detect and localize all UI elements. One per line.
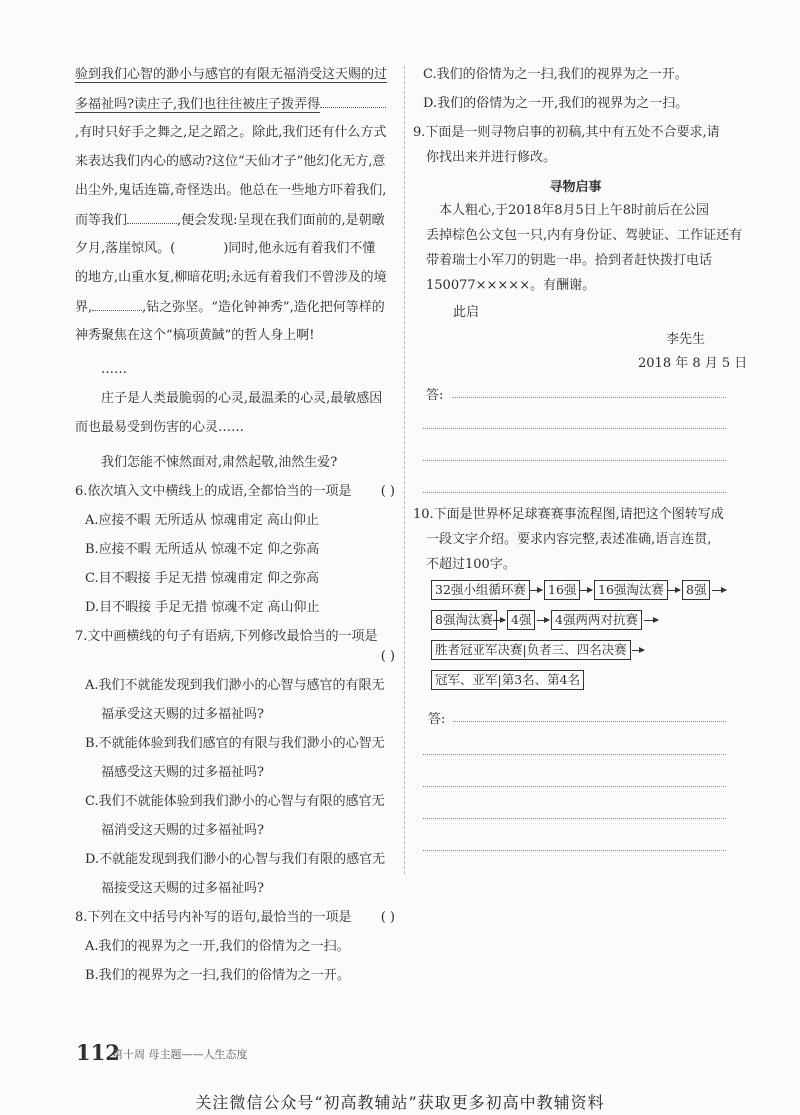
text-line: 庄子是人类最脆弱的心灵,最温柔的心灵,最敏感因 — [101, 391, 383, 406]
flow-box-top16: 16强 — [544, 580, 580, 600]
question-10-stem: 10.下面是世界杯足球赛赛事流程图,请把这个图转写成 — [413, 507, 724, 522]
text-segment: ,钻之弥坚。“造化钟神秀”,造化把何等样的 — [142, 300, 385, 315]
answer-label: 答: — [428, 712, 446, 727]
question-text: 8.下列在文中括号内补写的语句,最恰当的一项是 — [75, 910, 352, 925]
underlined-sentence: 验到我们心智的渺小与感官的有限无福消受这天赐的过 — [75, 67, 388, 82]
text-line: 我们怎能不悚然面对,肃然起敬,油然生爱? — [101, 455, 338, 470]
text-line — [75, 211, 385, 230]
option-b: B.我们的视界为之一扫,我们的俗情为之一开。 — [85, 968, 350, 983]
answer-paren: ( ) — [380, 484, 395, 499]
option-c: C.我们不就能体验到我们渺小的心智与有限的感官无 — [85, 794, 385, 809]
text-line: 而也最易受到伤害的心灵…… — [75, 420, 245, 435]
text-segment: 界, — [75, 300, 93, 315]
option-a: A.我们的视界为之一开,我们的俗情为之一扫。 — [85, 939, 350, 954]
option-d-cont: 福接受这天赐的过多福祉吗? — [101, 881, 264, 896]
column-divider — [404, 66, 405, 874]
question-9-stem-cont: 你找出来并进行修改。 — [426, 150, 557, 165]
option-a: A.我们不就能发现到我们渺小的心智与感官的有限无 — [85, 678, 385, 693]
flow-box-group-stage: 32强小组循环赛 — [431, 580, 530, 600]
answer-line[interactable] — [453, 397, 726, 398]
flow-box-top8: 8强 — [682, 580, 710, 600]
question-6-stem — [75, 483, 395, 501]
promo-banner: 关注微信公众号“初高教辅站”获取更多初高中教辅资料 — [195, 1093, 605, 1112]
flow-box-semifinal: 4强两两对抗赛 — [551, 610, 642, 630]
notice-date: 2018 年 8 月 5 日 — [638, 356, 748, 371]
text-segment: ,便会发现:呈现在我们面前的,是朝暾 — [177, 213, 385, 228]
option-c-cont: 福消受这天赐的过多福祉吗? — [101, 823, 264, 838]
answer-line[interactable] — [423, 786, 726, 787]
option-b: B.不就能体验到我们感官的有限与我们渺小的心智无 — [85, 736, 385, 751]
arrow-icon — [580, 590, 592, 591]
flow-box-round16: 16强淘汰赛 — [594, 580, 668, 600]
option-a-cont: 福承受这天赐的过多福祉吗? — [101, 707, 264, 722]
arrow-icon — [644, 620, 658, 621]
fill-blank-4 — [92, 298, 142, 311]
answer-line[interactable] — [423, 492, 726, 493]
text-segment: )同时,他永远有着我们不懂 — [223, 241, 376, 256]
text-line: 神秀聚焦在这个“槁项黄馘”的哲人身上啊! — [75, 328, 315, 343]
answer-paren: ( ) — [380, 649, 395, 664]
arrow-icon — [668, 590, 680, 591]
answer-line[interactable] — [453, 721, 726, 722]
option-d: D.不就能发现到我们渺小的心智与我们有限的感官无 — [85, 852, 386, 867]
flow-box-finals: 胜者冠亚军决赛|负者三、四名决赛 — [431, 640, 631, 660]
question-text: 6.依次填入文中横线上的成语,全都恰当的一项是 — [75, 484, 352, 499]
text-line — [75, 240, 375, 258]
text-line: 的地方,山重水复,柳暗花明;永远有着我们不曾涉及的境 — [75, 270, 387, 285]
ellipsis: …… — [101, 362, 127, 377]
arrow-icon — [632, 650, 644, 651]
option-b: B.应接不暇 无所适从 惊魂不定 仰之弥高 — [85, 542, 320, 557]
option-d: D.我们的俗情为之一开,我们的视界为之一扫。 — [423, 96, 689, 111]
option-c: C.我们的俗情为之一扫,我们的视界为之一开。 — [423, 67, 688, 82]
notice-close: 此启 — [453, 305, 480, 320]
option-d: D.目不暇接 手足无措 惊魂不定 高山仰止 — [85, 600, 320, 615]
answer-paren: ( ) — [380, 910, 395, 925]
underlined-sentence: 多福祉吗?读庄子,我们也往往被庄子拨弄得 — [75, 97, 321, 112]
notice-title: 寻物启事 — [549, 180, 602, 195]
arrow-icon — [537, 620, 549, 621]
text-line: ,有时只好手之舞之,足之蹈之。除此,我们还有什么方式 — [75, 125, 387, 140]
question-9-stem: 9.下面是一则寻物启事的初稿,其中有五处不合要求,请 — [413, 125, 720, 140]
notice-body-line: 带着瑞士小军刀的钥匙一串。拾到者赶快拨打电话 — [426, 253, 713, 268]
text-line — [75, 298, 385, 317]
text-line — [75, 66, 387, 84]
answer-line[interactable] — [423, 850, 726, 851]
option-a: A.应接不暇 无所适从 惊魂甫定 高山仰止 — [85, 513, 319, 528]
text-line: 出尘外,鬼话连篇,奇怪迭出。他总在一些地方吓着我们, — [75, 183, 387, 198]
question-7-stem: 7.文中画横线的句子有语病,下列修改最恰当的一项是 — [75, 629, 378, 644]
flow-box-results: 冠军、亚军|第3名、第4名 — [431, 670, 584, 690]
question-10-stem-cont: 不超过100字。 — [426, 557, 516, 572]
notice-body-line: 丢掉棕色公文包一只,内有身份证、驾驶证、工作证还有 — [426, 228, 743, 243]
arrow-icon — [712, 590, 726, 591]
question-10-stem-cont: 一段文字介绍。要求内容完整,表述准确,语言连贯, — [426, 532, 712, 547]
answer-line[interactable] — [423, 428, 726, 429]
option-b-cont: 福感受这天赐的过多福祉吗? — [101, 765, 264, 780]
option-c: C.目不暇接 手足无措 惊魂甫定 仰之弥高 — [85, 571, 320, 586]
page-number: 112 — [76, 1040, 120, 1065]
running-footer: 第十周 母主题——人生态度 — [112, 1048, 248, 1061]
fill-blank-2 — [127, 211, 177, 224]
answer-label: 答: — [426, 388, 444, 403]
answer-line[interactable] — [423, 460, 726, 461]
fill-blank-1 — [320, 95, 386, 108]
text-segment: 夕月,落崖惊风。( — [75, 241, 176, 256]
text-line — [75, 95, 386, 114]
notice-body-line: 本人粗心,于2018年8月5日上午8时前后在公园 — [439, 203, 710, 218]
notice-signer: 李先生 — [666, 332, 706, 347]
question-8-stem — [75, 909, 395, 927]
flow-box-quarterfinal: 8强淘汰赛 — [431, 610, 497, 630]
flow-box-top4: 4强 — [507, 610, 535, 630]
answer-line[interactable] — [423, 818, 726, 819]
answer-line[interactable] — [423, 754, 726, 755]
text-segment: 而等我们 — [75, 213, 128, 228]
arrow-icon — [530, 590, 542, 591]
text-line: 来表达我们内心的感动?这位“天仙才子”他幻化无方,意 — [75, 154, 386, 169]
arrow-icon — [493, 620, 505, 621]
notice-body-line: 150077×××××。有酬谢。 — [426, 278, 596, 293]
